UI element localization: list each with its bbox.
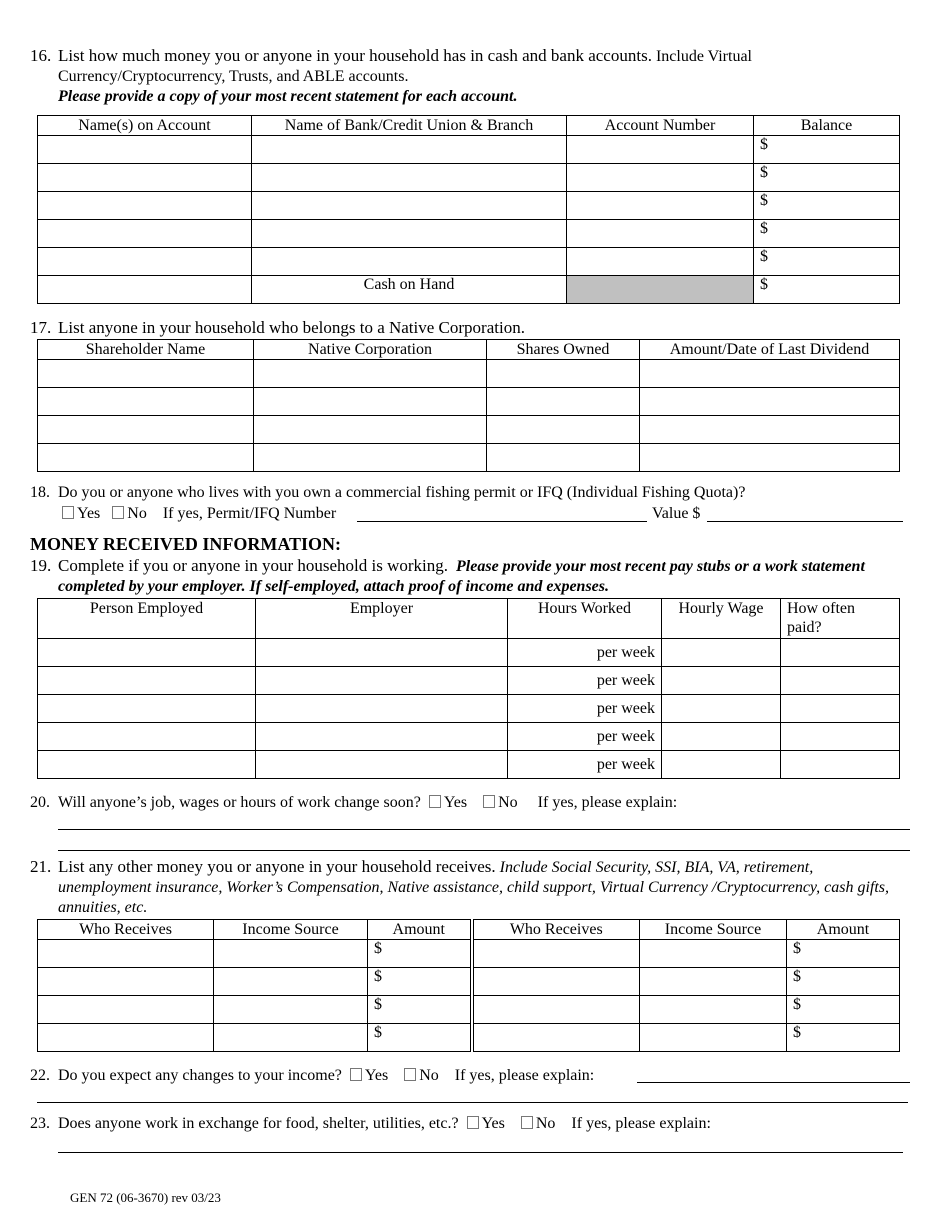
explain-label: If yes, please explain:: [454, 1067, 595, 1084]
corporation-cell[interactable]: [254, 388, 487, 416]
yes-checkbox[interactable]: [467, 1116, 479, 1129]
account-name-cell[interactable]: [38, 136, 252, 164]
yes-label: Yes: [443, 794, 468, 811]
corporation-cell[interactable]: [254, 444, 487, 472]
column-header: Shares Owned: [487, 340, 640, 360]
hours-cell[interactable]: per week: [508, 751, 662, 779]
bank-name-cell[interactable]: [252, 248, 567, 276]
column-header: Amount: [787, 920, 900, 940]
source-cell[interactable]: [214, 940, 368, 968]
column-header: Income Source: [640, 920, 787, 940]
amount-cell[interactable]: $: [368, 996, 472, 1024]
table-row: [38, 751, 900, 779]
question-instruction: Please provide a copy of your most recent statement for each account.: [58, 88, 518, 105]
question-number: 21.: [30, 857, 52, 876]
table-row: [38, 639, 900, 667]
no-label: No: [127, 505, 147, 522]
column-header: Shareholder Name: [38, 340, 254, 360]
shares-cell[interactable]: [487, 360, 640, 388]
column-header: Name(s) on Account: [38, 116, 252, 136]
table-row: [38, 968, 900, 996]
person-cell[interactable]: [38, 723, 256, 751]
question-number: 16.: [30, 46, 52, 65]
permit-label: If yes, Permit/IFQ Number: [162, 505, 337, 522]
section-title: MONEY RECEIVED INFORMATION:: [30, 534, 342, 554]
table-row: [38, 164, 900, 192]
column-header: Income Source: [214, 920, 368, 940]
yes-label: Yes: [364, 1067, 389, 1084]
dividend-cell[interactable]: [640, 360, 900, 388]
question-note: Include Virtual Currency/Cryptocurrency, Trusts, and ABLE accounts.: [58, 48, 752, 85]
column-header: Hours Worked: [508, 599, 662, 639]
column-header: Account Number: [567, 116, 754, 136]
yes-checkbox[interactable]: [350, 1068, 362, 1081]
balance-cell[interactable]: $: [754, 192, 900, 220]
who-cell[interactable]: [472, 940, 640, 968]
account-name-cell[interactable]: [38, 276, 252, 304]
shares-cell[interactable]: [487, 444, 640, 472]
amount-cell[interactable]: $: [368, 1024, 472, 1052]
account-number-cell[interactable]: [567, 136, 754, 164]
frequency-cell[interactable]: [781, 639, 900, 667]
who-cell[interactable]: [38, 940, 214, 968]
other-income-table: [37, 919, 900, 1052]
question-21: [30, 857, 910, 918]
question-20: [30, 793, 910, 813]
question-instruction: Please provide your most recent pay stubs or a work statement completed by your employer. If self-employed, attach proof of income and expenses.: [58, 558, 865, 595]
question-text: Complete if you or anyone in your household is working.: [58, 556, 449, 575]
question-number: 19.: [30, 556, 52, 575]
table-row: [38, 192, 900, 220]
account-number-cell[interactable]: [567, 220, 754, 248]
table-row: [38, 667, 900, 695]
frequency-cell[interactable]: [781, 751, 900, 779]
source-cell[interactable]: [214, 968, 368, 996]
source-cell[interactable]: [640, 968, 787, 996]
balance-cell[interactable]: $: [754, 136, 900, 164]
table-row: [38, 695, 900, 723]
question-text: List anyone in your household who belongs to a Native Corporation.: [58, 318, 525, 337]
wage-cell[interactable]: [662, 667, 781, 695]
cash-on-hand-row: [38, 276, 900, 304]
column-header: Person Employed: [38, 599, 256, 639]
amount-cell[interactable]: $: [787, 1024, 900, 1052]
hours-cell[interactable]: per week: [508, 667, 662, 695]
source-cell[interactable]: [640, 1024, 787, 1052]
bank-name-cell[interactable]: [252, 136, 567, 164]
explain-line-1[interactable]: [58, 1152, 903, 1153]
person-cell[interactable]: [38, 667, 256, 695]
bank-name-cell[interactable]: [252, 164, 567, 192]
question-number: 22.: [30, 1067, 50, 1084]
cash-on-hand-label: Cash on Hand: [252, 276, 567, 304]
bank-name-cell[interactable]: [252, 192, 567, 220]
question-note: Include Social Security, SSI, BIA, VA, retirement, unemployment insurance, Worker’s Compensation, Native assistance, child support, Virtual Currency /Cryptocurrency, cash gifts, annuities, etc.: [58, 859, 890, 916]
employer-cell[interactable]: [256, 723, 508, 751]
wage-cell[interactable]: [662, 751, 781, 779]
question-text: Does anyone work in exchange for food, shelter, utilities, etc.?: [58, 1115, 459, 1132]
value-field[interactable]: [707, 521, 903, 522]
amount-cell[interactable]: $: [787, 996, 900, 1024]
employer-cell[interactable]: [256, 667, 508, 695]
question-17: [30, 318, 910, 339]
frequency-cell[interactable]: [781, 667, 900, 695]
explain-label: If yes, please explain:: [537, 794, 678, 811]
bank-accounts-table: [37, 115, 900, 304]
yes-label: Yes: [481, 1115, 505, 1132]
dividend-cell[interactable]: [640, 388, 900, 416]
no-checkbox[interactable]: [404, 1068, 416, 1081]
explain-line-1[interactable]: [58, 829, 910, 830]
question-text: Do you expect any changes to your income?: [58, 1067, 342, 1084]
bank-name-cell[interactable]: [252, 220, 567, 248]
employer-cell[interactable]: [256, 695, 508, 723]
balance-cell[interactable]: $: [754, 220, 900, 248]
table-row: [38, 444, 900, 472]
explain-line-1[interactable]: [637, 1082, 910, 1083]
source-cell[interactable]: [640, 940, 787, 968]
person-cell[interactable]: [38, 639, 256, 667]
who-cell[interactable]: [472, 996, 640, 1024]
question-text: List any other money you or anyone in your household receives.: [58, 857, 496, 876]
who-cell[interactable]: [472, 968, 640, 996]
source-cell[interactable]: [214, 996, 368, 1024]
dividend-cell[interactable]: [640, 416, 900, 444]
account-number-cell[interactable]: [567, 164, 754, 192]
yes-label: Yes: [77, 505, 101, 522]
explain-line-2[interactable]: [58, 850, 910, 851]
question-number: 23.: [30, 1115, 50, 1132]
account-name-cell[interactable]: [38, 220, 252, 248]
table-row: [38, 136, 900, 164]
column-header: Hourly Wage: [662, 599, 781, 639]
table-row: [38, 360, 900, 388]
table-row: [38, 940, 900, 968]
yes-checkbox[interactable]: [429, 795, 441, 808]
column-header: Employer: [256, 599, 508, 639]
amount-cell[interactable]: $: [368, 968, 472, 996]
question-22: [30, 1066, 910, 1086]
question-number: 17.: [30, 318, 52, 337]
balance-cell[interactable]: $: [754, 248, 900, 276]
no-label: No: [535, 1115, 556, 1132]
wage-cell[interactable]: [662, 695, 781, 723]
person-cell[interactable]: [38, 695, 256, 723]
column-header: Amount: [368, 920, 472, 940]
column-header: How often paid?: [781, 599, 900, 639]
shareholder-cell[interactable]: [38, 444, 254, 472]
explain-line-2[interactable]: [37, 1102, 908, 1103]
corporation-cell[interactable]: [254, 360, 487, 388]
source-cell[interactable]: [214, 1024, 368, 1052]
no-checkbox[interactable]: [521, 1116, 533, 1129]
employer-cell[interactable]: [256, 639, 508, 667]
no-checkbox[interactable]: [483, 795, 495, 808]
table-row: [38, 996, 900, 1024]
explain-label: If yes, please explain:: [571, 1115, 711, 1132]
shareholder-cell[interactable]: [38, 360, 254, 388]
column-header: Amount/Date of Last Dividend: [640, 340, 900, 360]
question-16: [30, 46, 910, 107]
column-header: Native Corporation: [254, 340, 487, 360]
no-checkbox[interactable]: [112, 506, 124, 519]
no-label: No: [419, 1067, 439, 1084]
question-text: Will anyone’s job, wages or hours of work change soon?: [58, 794, 421, 811]
hours-cell[interactable]: per week: [508, 723, 662, 751]
question-number: 20.: [30, 794, 50, 811]
who-cell[interactable]: [38, 1024, 214, 1052]
shareholder-cell[interactable]: [38, 416, 254, 444]
account-number-cell[interactable]: [567, 192, 754, 220]
question-text: List how much money you or anyone in your household has in cash and bank accounts.: [58, 46, 652, 65]
question-23: [30, 1114, 910, 1134]
value-label: Value $: [652, 505, 701, 522]
table-row: [38, 416, 900, 444]
account-name-cell[interactable]: [38, 248, 252, 276]
question-text: Do you or anyone who lives with you own a commercial fishing permit or IFQ (Individual Fishing Quota)?: [58, 484, 746, 501]
question-number: 18.: [30, 484, 50, 501]
frequency-cell[interactable]: [781, 723, 900, 751]
hours-cell[interactable]: per week: [508, 639, 662, 667]
amount-cell[interactable]: $: [787, 968, 900, 996]
frequency-cell[interactable]: [781, 695, 900, 723]
table-row: [38, 388, 900, 416]
shares-cell[interactable]: [487, 388, 640, 416]
account-name-cell[interactable]: [38, 164, 252, 192]
table-row: [38, 723, 900, 751]
who-cell[interactable]: [38, 968, 214, 996]
yes-checkbox[interactable]: [62, 506, 74, 519]
corporation-cell[interactable]: [254, 416, 487, 444]
shaded-cell: [567, 276, 754, 304]
column-header: Balance: [754, 116, 900, 136]
cash-on-hand-balance-cell[interactable]: $: [754, 276, 900, 304]
wage-cell[interactable]: [662, 723, 781, 751]
employer-cell[interactable]: [256, 751, 508, 779]
native-corporation-table: [37, 339, 900, 472]
permit-number-field[interactable]: [357, 521, 647, 522]
account-name-cell[interactable]: [38, 192, 252, 220]
person-cell[interactable]: [38, 751, 256, 779]
employment-table: [37, 598, 900, 779]
shares-cell[interactable]: [487, 416, 640, 444]
who-cell[interactable]: [472, 1024, 640, 1052]
question-18: [30, 483, 910, 503]
wage-cell[interactable]: [662, 639, 781, 667]
amount-cell[interactable]: $: [368, 940, 472, 968]
source-cell[interactable]: [640, 996, 787, 1024]
amount-cell[interactable]: $: [787, 940, 900, 968]
account-number-cell[interactable]: [567, 248, 754, 276]
table-row: [38, 248, 900, 276]
question-19: [30, 556, 910, 597]
column-header: Who Receives: [472, 920, 640, 940]
table-row: [38, 220, 900, 248]
table-row: [38, 1024, 900, 1052]
q18-answer-row: [62, 504, 336, 524]
hours-cell[interactable]: per week: [508, 695, 662, 723]
shareholder-cell[interactable]: [38, 388, 254, 416]
column-header: Name of Bank/Credit Union & Branch: [252, 116, 567, 136]
no-label: No: [498, 794, 518, 811]
balance-cell[interactable]: $: [754, 164, 900, 192]
column-header: Who Receives: [38, 920, 214, 940]
form-footer: GEN 72 (06-3670) rev 03/23: [70, 1190, 221, 1205]
who-cell[interactable]: [38, 996, 214, 1024]
dividend-cell[interactable]: [640, 444, 900, 472]
